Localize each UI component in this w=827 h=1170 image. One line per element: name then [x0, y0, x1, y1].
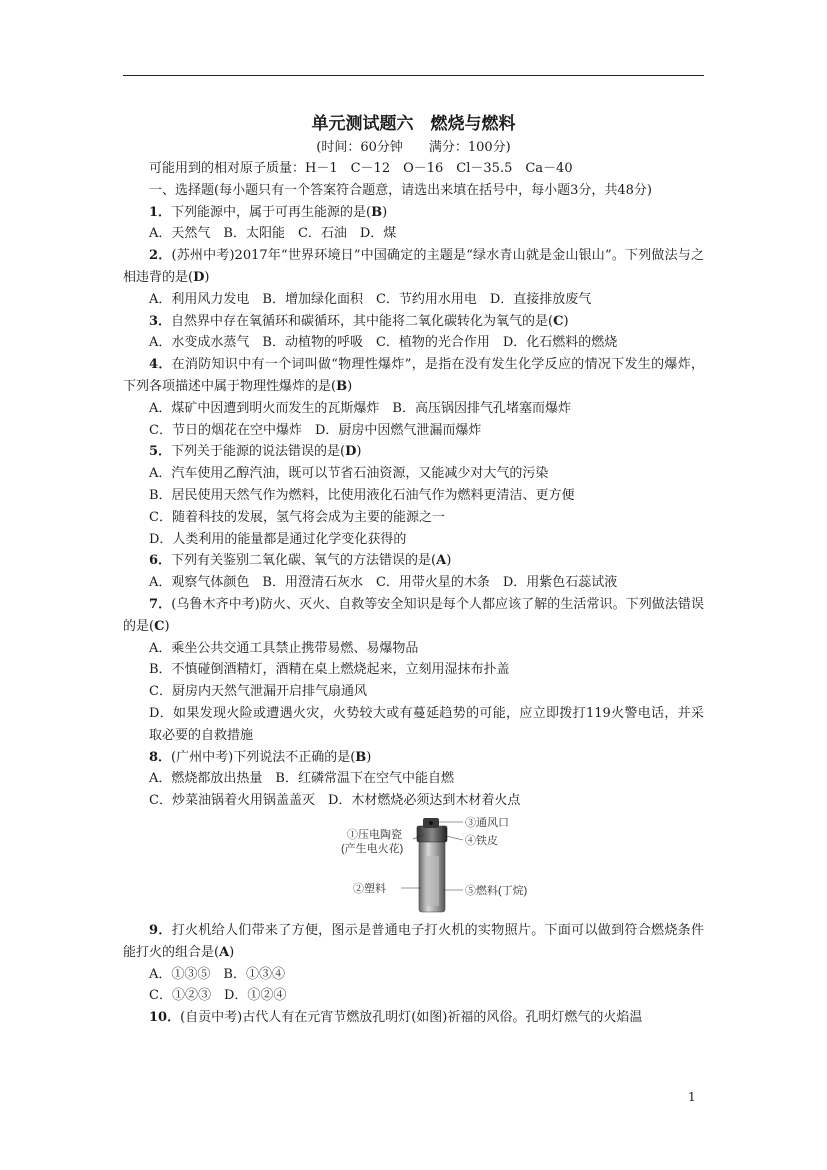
label-iron: ④铁皮 — [465, 834, 498, 847]
question-number: 2． — [149, 248, 172, 264]
question-stem: 下列能源中，属于可再生能源的是( — [171, 204, 372, 220]
option-line: C．节日的烟花在空中爆炸 D．厨房中因燃气泄漏而爆炸 — [149, 422, 482, 438]
question-number: 4． — [149, 357, 172, 373]
question-number: 5． — [149, 444, 172, 460]
question-5: 5．下列关于能源的说法错误的是(D) — [149, 444, 362, 460]
question-8: 8．(广州中考)下列说法不正确的是(B) — [149, 749, 372, 765]
page-title: 单元测试题六 燃烧与燃料 — [311, 114, 516, 134]
question-number: 9． — [149, 922, 172, 938]
label-piezo: ①压电陶瓷 — [347, 828, 402, 841]
question-number: 6． — [149, 553, 172, 569]
option-line: A．乘坐公共交通工具禁止携带易燃、易爆物品 — [149, 640, 419, 656]
answer: B — [336, 378, 348, 394]
option-line: A．水变成水蒸气 B．动植物的呼吸 C．植物的光合作用 D．化石燃料的燃烧 — [149, 335, 618, 351]
question-number: 7． — [149, 596, 172, 612]
question-10 — [123, 1007, 704, 1029]
page-number: 1 — [688, 1090, 696, 1104]
question-6: 6．下列有关鉴别二氧化碳、氧气的方法错误的是(A) — [149, 553, 452, 569]
atomic-masses: 可能用到的相对原子质量：H－1 C－12 O－16 Cl－35.5 Ca－40 — [149, 161, 573, 176]
answer: A — [219, 944, 230, 960]
option-line: A．观察气体颜色 B．用澄清石灰水 C．用带火星的木条 D．用紫色石蕊试液 — [149, 575, 618, 591]
question-stem: (广州中考)下列说法不正确的是( — [171, 749, 356, 765]
option-line: C．炒菜油锅着火用锅盖盖灭 D．木材燃烧必须达到木材着火点 — [149, 793, 521, 809]
option-line: A．利用风力发电 B．增加绿化面积 C．节约用水用电 D．直接排放废气 — [149, 291, 592, 307]
question-3: 3．自然界中存在氧循环和碳循环，其中能将二氧化碳转化为氧气的是(C) — [149, 313, 569, 329]
answer: B — [355, 749, 367, 765]
question-2: 2．(苏州中考)2017年“世界环境日”中国确定的主题是“绿水青山就是金山银山”。下列做法与之相违背的是(D) — [123, 248, 705, 285]
question-stem: 下列关于能源的说法错误的是( — [171, 444, 346, 460]
fuel-window — [425, 856, 439, 906]
label-fuel: ⑤燃料(丁烷) — [465, 884, 528, 897]
question-stem: (自贡中考)古代人有在元宵节燃放孔明灯(如图)祈福的风俗。孔明灯燃气的火焰温 — [180, 1010, 643, 1026]
label-piezo-note: (产生电火花) — [341, 842, 404, 855]
section-intro: 一、选择题(每小题只有一个答案符合题意，请选出来填在括号中，每小题3分，共48分) — [149, 182, 652, 198]
question-stem: 在消防知识中有一个词叫做“物理性爆炸”，是指在没有发生化学反应的情况下发生的爆炸，下列各项描述中属于物理性爆炸的是( — [123, 357, 705, 394]
label-vent: ③通风口 — [465, 816, 509, 829]
option-line: B．不慎碰倒酒精灯，酒精在桌上燃烧起来，立刻用湿抹布扑盖 — [149, 662, 510, 678]
question-stem: 下列有关鉴别二氧化碳、氧气的方法错误的是( — [171, 553, 437, 569]
question-1: 1．下列能源中，属于可再生能源的是(B) — [149, 204, 388, 220]
answer: B — [371, 204, 383, 220]
option-line: C．①②③ D．①②④ — [149, 988, 287, 1004]
lighter-diagram — [313, 816, 573, 914]
answer: A — [436, 553, 447, 569]
answer: C — [154, 618, 165, 634]
question-number: 10． — [149, 1010, 181, 1026]
question-stem: 自然界中存在氧循环和碳循环，其中能将二氧化碳转化为氧气的是( — [171, 313, 554, 329]
question-stem: (乌鲁木齐中考)防火、灭火、自救等安全知识是每个人都应该了解的生活常识。下列做法错误的是( — [123, 596, 704, 634]
option-line: A．①③⑤ B．①③④ — [149, 966, 285, 982]
option-line: B．居民使用天然气作为燃料，比使用液化石油气作为燃料更清洁、更方便 — [149, 487, 575, 503]
answer: C — [553, 313, 564, 329]
header-rule — [123, 75, 704, 76]
question-4: 4．在消防知识中有一个词叫做“物理性爆炸”，是指在没有发生化学反应的情况下发生的爆炸，下列各项描述中属于物理性爆炸的是(B) — [123, 357, 705, 394]
question-stem: (苏州中考)2017年“世界环境日”中国确定的主题是“绿水青山就是金山银山”。下列做法与之相违背的是( — [123, 248, 705, 285]
option-line: C．厨房内天然气泄漏开启排气扇通风 — [149, 684, 367, 700]
question-stem: 打火机给人们带来了方便，图示是普通电子打火机的实物照片。下面可以做到符合燃烧条件能打火的组合是( — [123, 922, 704, 960]
question-number: 8． — [149, 749, 172, 765]
exam-page — [123, 112, 704, 1029]
option-line: D．人类利用的能量都是通过化学变化获得的 — [149, 531, 407, 547]
answer: D — [345, 444, 357, 460]
option-line: A．汽车使用乙醇汽油，既可以节省石油资源，又能减少对大气的污染 — [149, 466, 549, 482]
lighter-figure — [123, 816, 704, 916]
question-7: 7．(乌鲁木齐中考)防火、灭火、自救等安全知识是每个人都应该了解的生活常识。下列做法错误的是(C) — [123, 596, 704, 634]
option-line: A．天然气 B．太阳能 C．石油 D．煤 — [149, 226, 397, 242]
option-line: D．如果发现火险或遭遇火灾，火势较大或有蔓延趋势的可能，应立即拨打119火警电话，并采取必要的自救措施 — [149, 705, 704, 743]
option-line: A．煤矿中因遭到明火而发生的瓦斯爆炸 B．高压锅因排气孔堵塞而爆炸 — [149, 400, 571, 416]
vent-hole — [429, 821, 433, 825]
exam-info: (时间：60分钟 满分：100分) — [316, 140, 511, 155]
label-plastic: ②塑料 — [353, 882, 386, 895]
answer: D — [193, 269, 205, 285]
question-number: 1． — [149, 204, 172, 220]
lighter-head — [417, 826, 447, 842]
option-line: C．随着科技的发展，氢气将会成为主要的能源之一 — [149, 509, 445, 525]
option-line: A．燃烧都放出热量 B．红磷常温下在空气中能自燃 — [149, 771, 454, 787]
question-9: 9．打火机给人们带来了方便，图示是普通电子打火机的实物照片。下面可以做到符合燃烧条件能打火的组合是(A) — [123, 922, 704, 960]
question-number: 3． — [149, 313, 172, 329]
